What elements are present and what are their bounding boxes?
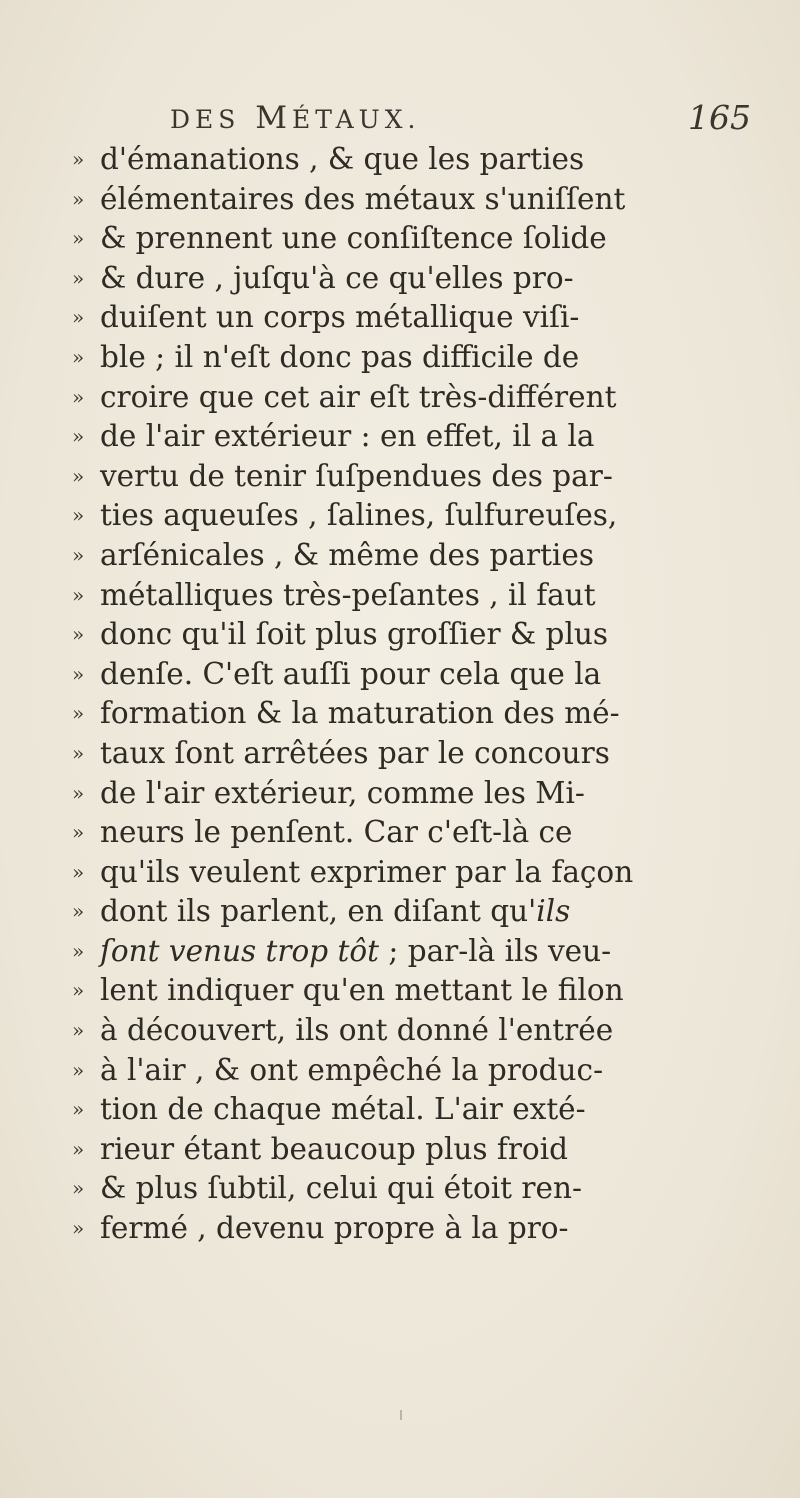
quotation-mark: » [72, 780, 85, 805]
roman-text: vertu de tenir ſuſpendues des par- [100, 458, 613, 493]
running-head-etaux: ÉTAUX. [292, 105, 421, 134]
line-content [100, 378, 616, 418]
quotation-mark: » [72, 424, 85, 449]
running-head-des: DES [170, 105, 241, 134]
quotation-mark: » [72, 859, 85, 884]
roman-text: croire que cet air eſt très-différent [100, 379, 617, 414]
line-content [100, 774, 585, 814]
quotation-mark: » [72, 899, 85, 924]
quotation-mark: » [72, 1057, 85, 1082]
quotation-mark: » [72, 265, 85, 290]
quotation-mark: » [72, 384, 85, 409]
line-content [100, 694, 620, 734]
line-content [100, 853, 633, 893]
text-line [72, 180, 780, 220]
text-line [72, 853, 780, 893]
quotation-mark: » [72, 978, 85, 1003]
roman-text: & plus ſubtil, celui qui étoit ren- [100, 1171, 582, 1206]
roman-text: qu'ils veulent exprimer par la façon [100, 854, 634, 889]
quotation-mark: » [72, 1018, 85, 1043]
quotation-mark: » [72, 503, 85, 528]
text-line [72, 338, 780, 378]
quotation-mark: » [72, 1097, 85, 1122]
running-head-m: M [255, 100, 293, 136]
line-content [100, 932, 611, 972]
text-line [72, 655, 780, 695]
line-content [100, 576, 596, 616]
roman-text: à l'air , & ont empêché la produc- [100, 1052, 604, 1087]
text-line [72, 932, 780, 972]
line-content [100, 298, 579, 338]
text-line [72, 259, 780, 299]
quotation-mark: » [72, 1176, 85, 1201]
roman-text: arſénicales , & même des parties [100, 537, 594, 572]
text-line [72, 536, 780, 576]
quotation-mark: » [72, 938, 85, 963]
roman-text: & prennent une conſiſtence ſolide [100, 221, 607, 256]
roman-text: élémentaires des métaux s'uniſſent [100, 181, 626, 216]
text-line [72, 813, 780, 853]
line-content [100, 1130, 568, 1170]
roman-text: métalliques très-peſantes , il faut [100, 577, 596, 612]
text-line [72, 298, 780, 338]
quotation-mark: » [72, 661, 85, 686]
roman-text: tion de chaque métal. L'air exté- [100, 1092, 586, 1127]
roman-text: ble ; il n'eſt donc pas difficile de [100, 339, 580, 374]
text-line [72, 457, 780, 497]
text-line [72, 1209, 780, 1249]
quotation-mark: » [72, 147, 85, 171]
line-content [100, 457, 613, 497]
quotation-mark: » [72, 701, 85, 726]
line-content [100, 655, 601, 695]
roman-text: donc qu'il ſoit plus groſſier & plus [100, 617, 609, 652]
quotation-mark: » [72, 226, 85, 251]
text-line [72, 1011, 780, 1051]
text-line [72, 892, 780, 932]
line-content [100, 813, 573, 853]
roman-text: duiſent un corps métallique viſi- [100, 300, 580, 335]
roman-text: & dure , juſqu'à ce qu'elles pro- [100, 260, 574, 295]
line-content [100, 971, 624, 1011]
text-line [72, 1051, 780, 1091]
line-content [100, 892, 570, 932]
quotation-mark: » [72, 820, 85, 845]
quotation-mark: » [72, 582, 85, 607]
quotation-mark: » [72, 1216, 85, 1241]
page-number: 165 [688, 98, 751, 137]
text-line [72, 1130, 780, 1170]
running-head [170, 100, 420, 136]
italic-text: ſont venus trop tôt [100, 933, 379, 968]
text-line [72, 774, 780, 814]
line-content [100, 259, 574, 299]
text-line [72, 496, 780, 536]
roman-text: à découvert, ils ont donné l'entrée [100, 1013, 614, 1048]
text-line [72, 219, 780, 259]
quotation-mark: » [72, 622, 85, 647]
quotation-mark: » [72, 344, 85, 369]
roman-text: de l'air extérieur, comme les Mi- [100, 775, 585, 810]
roman-text: lent indiquer qu'en mettant le filon [100, 973, 624, 1008]
quotation-mark: » [72, 186, 85, 211]
text-line [72, 615, 780, 655]
roman-text: d'émanations , & que les parties [100, 142, 585, 176]
text-line [72, 378, 780, 418]
text-line [72, 1169, 780, 1209]
line-content [100, 219, 607, 259]
line-content [100, 1209, 569, 1249]
italic-text: ils [536, 894, 571, 929]
roman-text: fermé , devenu propre à la pro- [100, 1211, 569, 1246]
line-content [100, 140, 584, 180]
line-content [100, 1051, 603, 1091]
line-content [100, 180, 625, 220]
text-line [72, 576, 780, 616]
line-content [100, 338, 579, 378]
quotation-mark: » [72, 463, 85, 488]
quotation-mark: » [72, 740, 85, 765]
body-text [72, 140, 780, 1249]
text-line [72, 971, 780, 1011]
line-content [100, 1169, 582, 1209]
roman-text: ties aqueuſes , ſalines, ſulfureuſes, [100, 498, 618, 533]
quotation-mark: » [72, 1136, 85, 1161]
line-content [100, 615, 608, 655]
roman-text: formation & la maturation des mé- [100, 696, 620, 731]
paper-mark [400, 1410, 402, 1420]
roman-text: rieur étant beaucoup plus froid [100, 1131, 569, 1166]
roman-text: neurs le penſent. Car c'eſt-là ce [100, 815, 573, 850]
line-content [100, 734, 610, 774]
line-content [100, 1011, 613, 1051]
roman-text: ; par-là ils veu- [379, 933, 612, 968]
roman-text: dont ils parlent, en diſant qu' [100, 894, 537, 929]
text-line [72, 694, 780, 734]
quotation-mark: » [72, 542, 85, 567]
line-content [100, 1090, 586, 1130]
roman-text: de l'air extérieur : en effet, il a la [100, 419, 595, 454]
roman-text: denſe. C'eſt auſſi pour cela que la [100, 656, 602, 691]
quotation-mark: » [72, 305, 85, 330]
line-content [100, 496, 617, 536]
text-line [72, 1090, 780, 1130]
text-line [72, 140, 780, 180]
roman-text: taux ſont arrêtées par le concours [100, 735, 610, 770]
text-line [72, 734, 780, 774]
text-line [72, 417, 780, 457]
line-content [100, 536, 594, 576]
line-content [100, 417, 595, 457]
